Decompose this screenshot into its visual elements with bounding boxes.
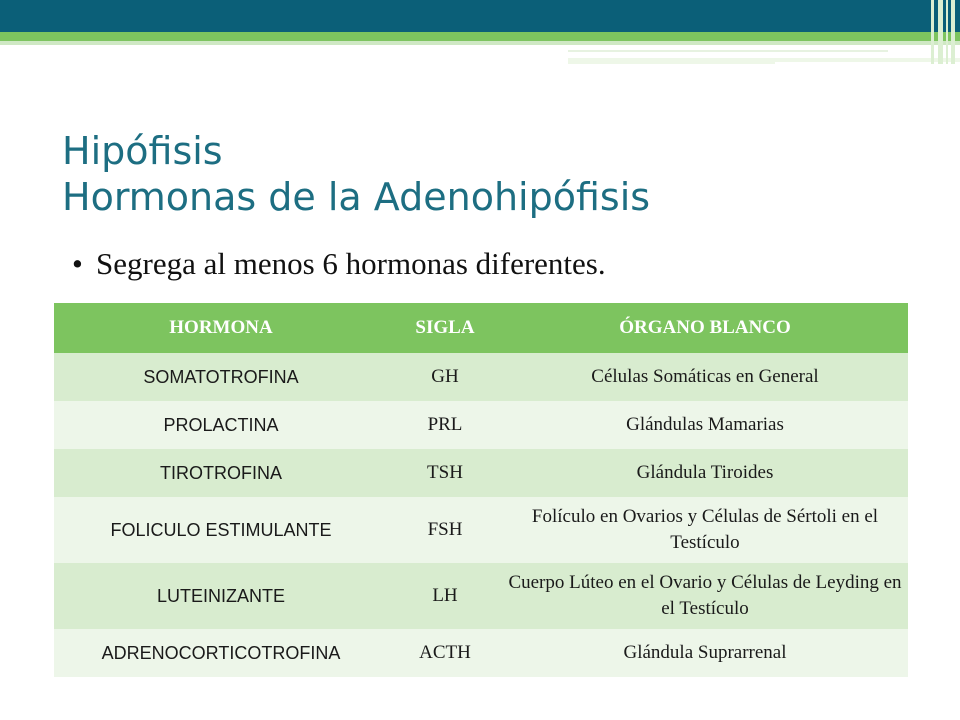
slide-title-line1: Hipófisis — [62, 129, 223, 173]
cell-organo: Células Somáticas en General — [502, 353, 908, 401]
cell-sigla: LH — [388, 563, 502, 629]
header-organo-blanco: ÓRGANO BLANCO — [502, 303, 908, 353]
top-banner-green — [0, 32, 960, 41]
table-row — [54, 449, 908, 497]
decorative-line — [568, 50, 888, 52]
decorative-stripe — [946, 0, 948, 64]
cell-organo: Glándula Tiroides — [502, 449, 908, 497]
cell-hormona: SOMATOTROFINA — [54, 353, 388, 401]
cell-sigla: ACTH — [388, 629, 502, 677]
bullet-text: Segrega al menos 6 hormonas diferentes. — [96, 246, 606, 281]
header-sigla: SIGLA — [388, 303, 502, 353]
decorative-stripe — [951, 0, 955, 64]
header-hormona: HORMONA — [54, 303, 388, 353]
cell-hormona: ADRENOCORTICOTROFINA — [54, 629, 388, 677]
table-row — [54, 629, 908, 677]
cell-hormona: TIROTROFINA — [54, 449, 388, 497]
cell-organo: Folículo en Ovarios y Células de Sértoli en el Testículo — [502, 497, 908, 563]
table-row — [54, 353, 908, 401]
table-row — [54, 497, 908, 563]
table-header-row — [54, 303, 908, 353]
cell-sigla: PRL — [388, 401, 502, 449]
cell-organo: Glándulas Mamarias — [502, 401, 908, 449]
cell-organo: Glándula Suprarrenal — [502, 629, 908, 677]
decorative-stripe — [931, 0, 934, 64]
bullet-icon: • — [72, 246, 83, 281]
slide-title — [62, 128, 650, 220]
cell-sigla: GH — [388, 353, 502, 401]
cell-organo: Cuerpo Lúteo en el Ovario y Células de Leyding en el Testículo — [502, 563, 908, 629]
cell-hormona: PROLACTINA — [54, 401, 388, 449]
table-row — [54, 401, 908, 449]
slide-title-line2: Hormonas de la Adenohipófisis — [62, 175, 651, 219]
bullet-point — [72, 246, 606, 282]
cell-sigla: TSH — [388, 449, 502, 497]
cell-sigla: FSH — [388, 497, 502, 563]
top-banner-dark — [0, 0, 960, 32]
decorative-stripe — [938, 0, 943, 64]
cell-hormona: LUTEINIZANTE — [54, 563, 388, 629]
top-banner-light — [0, 41, 960, 45]
table-row — [54, 563, 908, 629]
hormones-table — [54, 303, 908, 677]
cell-hormona: FOLICULO ESTIMULANTE — [54, 497, 388, 563]
